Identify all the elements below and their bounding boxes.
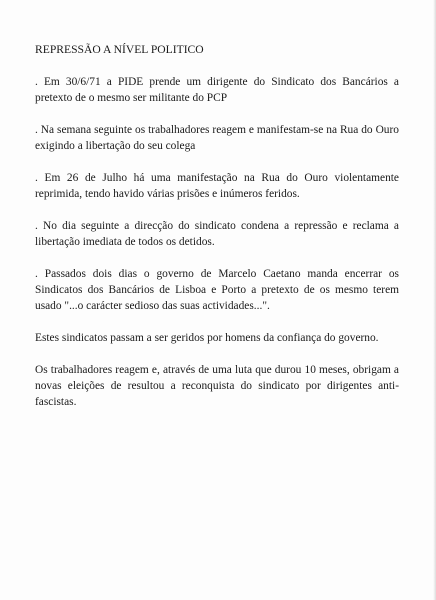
paragraph-workers-protest: . Na semana seguinte os trabalhadores reagem e manifestam-se na Rua do Ouro exigindo a libertação do seu colega bbox=[35, 124, 399, 152]
paragraph-unions-closed: . Passados dois dias o governo de Marcelo Caetano manda encerrar os Sindicatos dos Bancários de Lisboa e Porto a pretexto de os mesmo terem usado "...o carácter sedioso das suas actividades...". bbox=[35, 268, 399, 312]
paragraph-pide-arrest: . Em 30/6/71 a PIDE prende um dirigente do Sindicato dos Bancários a pretexto de o mesmo ser militante do PCP bbox=[35, 76, 399, 104]
paragraph-july-demonstration: . Em 26 de Julho há uma manifestação na Rua do Ouro violentamente reprimida, tendo havido várias prisões e inúmeros feridos. bbox=[35, 172, 399, 200]
paragraph-union-condemns: . No dia seguinte a direcção do sindicato condena a repressão e reclama a libertação imediata de todos os detidos. bbox=[35, 220, 399, 248]
document-body bbox=[35, 42, 399, 426]
document-heading: REPRESSÃO A NÍVEL POLITICO bbox=[35, 43, 204, 56]
paragraph-government-control: Estes sindicatos passam a ser geridos por homens da confiança do governo. bbox=[35, 332, 379, 344]
paragraph-workers-reconquest: Os trabalhadores reagem e, através de uma luta que durou 10 meses, obrigam a novas eleições de resultou a reconquista do sindicato por dirigentes anti-fascistas. bbox=[35, 364, 399, 408]
